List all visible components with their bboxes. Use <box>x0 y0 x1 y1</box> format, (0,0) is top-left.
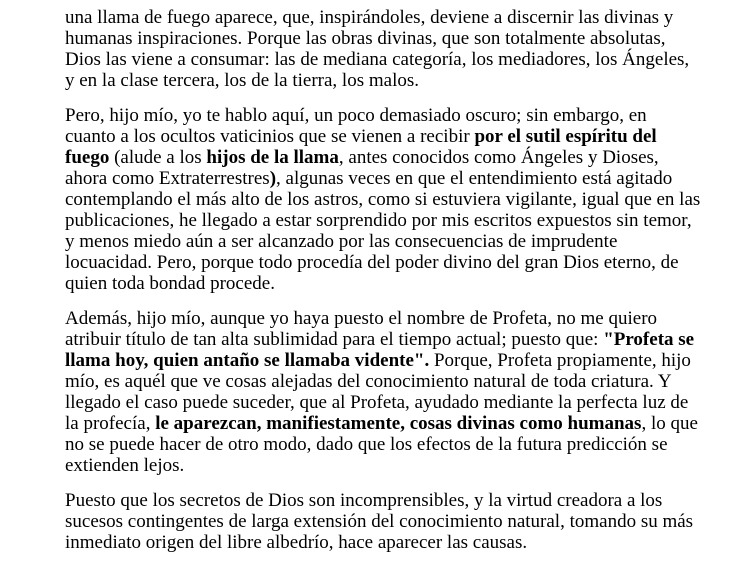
bold-text-segment: "Profeta se llama hoy, quien antaño se llamaba vidente". <box>65 329 695 371</box>
paragraph <box>65 105 701 294</box>
text-segment: , antes conocidos como Ángeles y Dioses, ahora como Extraterrestres <box>65 147 659 189</box>
text-segment: Puesto que los secretos de Dios son incomprensibles, y la virtud creadora a los sucesos contingentes de larga extensión del conocimiento natural, tomando su más inmediato origen del libre albedrío, hace aparecer las causas. <box>65 490 694 553</box>
bold-text-segment: hijos de la llama <box>206 147 339 168</box>
text-segment: Porque, Profeta propiamente, hijo mío, es aquél que ve cosas alejadas del conocimiento natural de toda criatura. Y llegado el caso puede suceder, que al Profeta, ayudado mediante la perfecta luz de la profecía, <box>65 350 691 434</box>
bold-text-segment: le aparezcan, manifiestamente, cosas divinas como humanas <box>155 413 642 434</box>
text-segment: una llama de fuego aparece, que, inspirándoles, deviene a discernir las divinas y humanas inspiraciones. Porque las obras divinas, que son totalmente absolutas, Dios las viene a consumar: las de mediana categoría, los mediadores, los Ángeles, y en la clase tercera, los de la tierra, los malos. <box>65 7 690 91</box>
paragraph <box>65 490 701 553</box>
paragraph <box>65 7 701 91</box>
text-segment: Además, hijo mío, aunque yo haya puesto el nombre de Profeta, no me quiero atribuir título de tan alta sublimidad para el tiempo actual; puesto que: <box>65 308 658 350</box>
bold-text-segment: por el sutil espíritu del fuego <box>65 126 657 168</box>
text-segment: Pero, hijo mío, yo te hablo aquí, un poco demasiado oscuro; sin embargo, en cuanto a los ocultos vaticinios que se vienen a recibir <box>65 105 647 147</box>
bold-text-segment: ) <box>269 168 277 189</box>
text-segment: , algunas veces en que el entendimiento está agitado contemplando el más alto de los astros, como si estuviera vigilante, igual que en las publicaciones, he llegado a estar sorprendido por mis escritos expuestos sin temor, y menos miedo aún a ser alcanzado por las consecuencias de imprudente locuacidad. Pero, porque todo procedía del poder divino del gran Dios eterno, de quien toda bondad procede. <box>65 168 701 294</box>
text-segment: (alude a los <box>109 147 207 168</box>
text-segment: , lo que no se puede hacer de otro modo, dado que los efectos de la futura predicción se extienden lejos. <box>65 413 698 476</box>
paragraph <box>65 308 701 476</box>
